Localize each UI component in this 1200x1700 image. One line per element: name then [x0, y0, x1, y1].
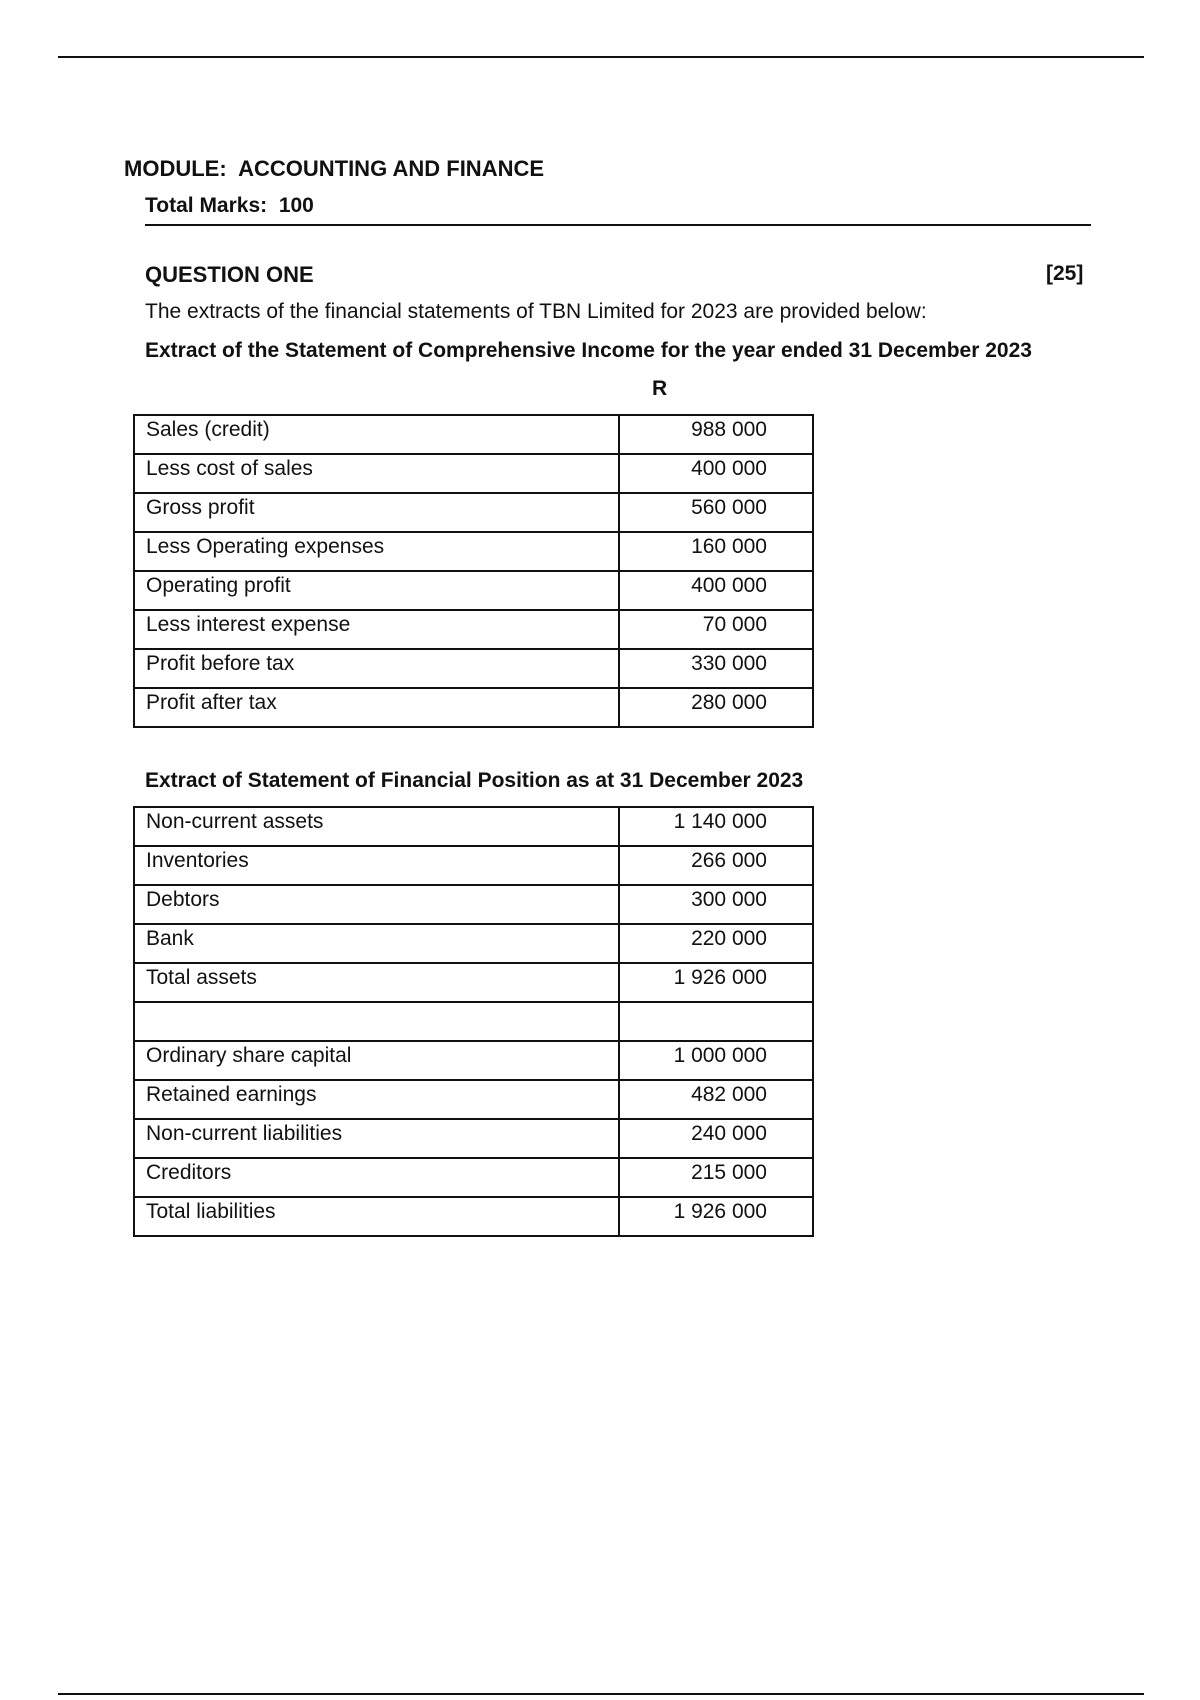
- table-row: [134, 610, 813, 649]
- income-statement-heading: Extract of the Statement of Comprehensive Income for the year ended 31 December 2023: [145, 339, 1032, 362]
- table-row: [134, 1158, 813, 1197]
- table-row: [134, 649, 813, 688]
- question-intro: The extracts of the financial statements of TBN Limited for 2023 are provided below:: [145, 300, 927, 323]
- row-value: 1 000 000: [619, 1041, 813, 1080]
- row-value: 1 926 000: [619, 963, 813, 1002]
- table-row: [134, 1119, 813, 1158]
- total-marks-value: 100: [278, 194, 314, 217]
- row-value: 1 926 000: [619, 1197, 813, 1236]
- table-row: [134, 885, 813, 924]
- row-value: 280 000: [619, 688, 813, 727]
- row-value: 240 000: [619, 1119, 813, 1158]
- row-label: Non-current liabilities: [134, 1119, 619, 1158]
- table-row: [134, 1080, 813, 1119]
- row-label: Less cost of sales: [134, 454, 619, 493]
- row-value: 220 000: [619, 924, 813, 963]
- table-row: [134, 454, 813, 493]
- row-label: Profit after tax: [134, 688, 619, 727]
- row-label: Ordinary share capital: [134, 1041, 619, 1080]
- total-marks-label: Total Marks:: [145, 194, 268, 217]
- table-row: [134, 1197, 813, 1236]
- row-value: 400 000: [619, 571, 813, 610]
- bottom-rule: [58, 1693, 1144, 1695]
- row-value: 266 000: [619, 846, 813, 885]
- row-value: 560 000: [619, 493, 813, 532]
- table-row: [134, 493, 813, 532]
- module-name: ACCOUNTING AND FINANCE: [238, 156, 545, 181]
- row-label: Profit before tax: [134, 649, 619, 688]
- row-value: [619, 1002, 813, 1041]
- row-value: 330 000: [619, 649, 813, 688]
- row-value: 988 000: [619, 415, 813, 454]
- row-label: Inventories: [134, 846, 619, 885]
- question-marks: [25]: [1046, 262, 1084, 285]
- currency-label: R: [652, 377, 668, 400]
- row-value: 400 000: [619, 454, 813, 493]
- table-row: [134, 571, 813, 610]
- row-label: Less interest expense: [134, 610, 619, 649]
- row-label: Less Operating expenses: [134, 532, 619, 571]
- row-label: [134, 1002, 619, 1041]
- row-label: Creditors: [134, 1158, 619, 1197]
- row-value: 300 000: [619, 885, 813, 924]
- row-label: Debtors: [134, 885, 619, 924]
- income-statement-table: [133, 414, 814, 728]
- row-label: Total liabilities: [134, 1197, 619, 1236]
- table-row: [134, 1002, 813, 1041]
- row-label: Retained earnings: [134, 1080, 619, 1119]
- table-row: [134, 924, 813, 963]
- table-row: [134, 532, 813, 571]
- module-title: [124, 156, 544, 182]
- row-value: 215 000: [619, 1158, 813, 1197]
- table-row: [134, 807, 813, 846]
- row-label: Sales (credit): [134, 415, 619, 454]
- table-row: [134, 688, 813, 727]
- table-row: [134, 963, 813, 1002]
- financial-position-table: [133, 806, 814, 1237]
- question-title: QUESTION ONE: [145, 262, 314, 287]
- row-value: 482 000: [619, 1080, 813, 1119]
- row-label: Gross profit: [134, 493, 619, 532]
- table-row: [134, 846, 813, 885]
- row-label: Operating profit: [134, 571, 619, 610]
- table-row: [134, 415, 813, 454]
- row-label: Bank: [134, 924, 619, 963]
- row-label: Total assets: [134, 963, 619, 1002]
- table-row: [134, 1041, 813, 1080]
- row-label: Non-current assets: [134, 807, 619, 846]
- row-value: 1 140 000: [619, 807, 813, 846]
- row-value: 70 000: [619, 610, 813, 649]
- financial-position-heading: Extract of Statement of Financial Position as at 31 December 2023: [145, 769, 804, 792]
- row-value: 160 000: [619, 532, 813, 571]
- total-marks: [145, 194, 1091, 226]
- module-label: MODULE:: [124, 156, 227, 181]
- top-rule: [58, 56, 1144, 58]
